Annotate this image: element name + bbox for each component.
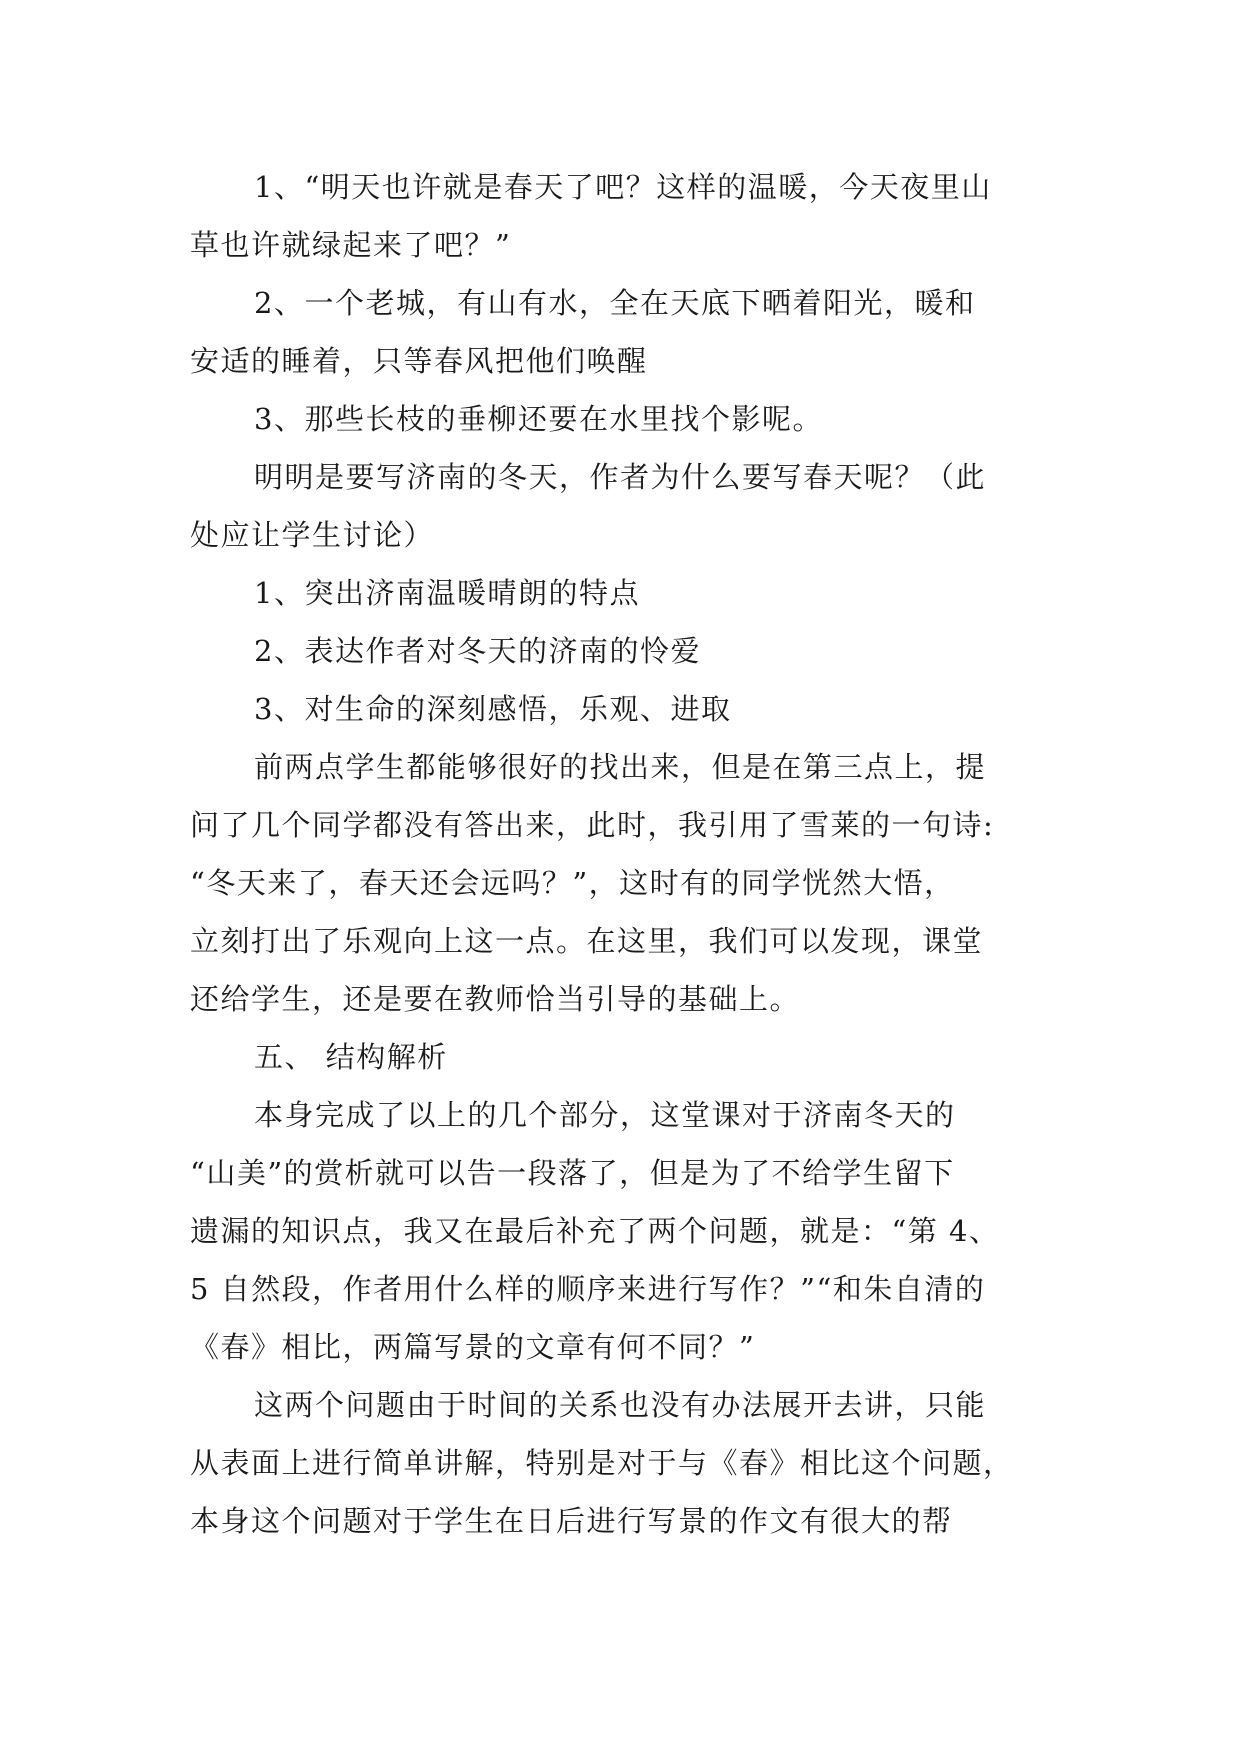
text-line: 还给学生，还是要在教师恰当引导的基础上。 <box>190 982 801 1016</box>
text-line: 问了几个同学都没有答出来，此时，我引用了雪莱的一句诗: <box>190 808 995 842</box>
text-line: 处应让学生讨论） <box>190 518 435 552</box>
text-line: 5 自然段，作者用什么样的顺序来进行写作？”“和朱自清的 <box>190 1272 986 1306</box>
text-line: 3、对生命的深刻感悟，乐观、进取 <box>254 692 732 726</box>
text-line: “冬天来了，春天还会远吗？”，这时有的同学恍然大悟， <box>190 866 955 900</box>
text-line: 立刻打出了乐观向上这一点。在这里，我们可以发现，课堂 <box>190 924 984 958</box>
body-text <box>190 158 1050 1550</box>
text-line: 遗漏的知识点，我又在最后补充了两个问题，就是：“第 4、 <box>190 1214 1000 1248</box>
text-line: 《春》相比，两篇写景的文章有何不同？” <box>190 1330 756 1364</box>
section-heading: 五、 结构解析 <box>254 1040 448 1074</box>
text-line: 2、表达作者对冬天的济南的怜爱 <box>254 634 701 668</box>
text-line: 2、一个老城，有山有水，全在天底下晒着阳光，暖和 <box>254 286 976 320</box>
text-line: 前两点学生都能够很好的找出来，但是在第三点上，提 <box>254 750 987 784</box>
text-line: 明明是要写济南的冬天，作者为什么要写春天呢？（此 <box>254 460 987 494</box>
text-line: 本身完成了以上的几个部分，这堂课对于济南冬天的 <box>254 1098 956 1132</box>
text-line: “山美”的赏析就可以告一段落了，但是为了不给学生留下 <box>190 1156 955 1190</box>
text-line: 3、那些长枝的垂柳还要在水里找个影呢。 <box>254 402 823 436</box>
text-line: 1、突出济南温暖晴朗的特点 <box>254 576 640 610</box>
text-line: 本身这个问题对于学生在日后进行写景的作文有很大的帮 <box>190 1504 953 1538</box>
text-line: 从表面上进行简单讲解，特别是对于与《春》相比这个问题， <box>190 1446 1014 1480</box>
text-line: 1、“明天也许就是春天了吧？这样的温暖，今天夜里山 <box>254 170 992 204</box>
text-line: 这两个问题由于时间的关系也没有办法展开去讲，只能 <box>254 1388 987 1422</box>
text-line: 安适的睡着，只等春风把他们唤醒 <box>190 344 648 378</box>
text-line: 草也许就绿起来了吧？” <box>190 228 512 262</box>
